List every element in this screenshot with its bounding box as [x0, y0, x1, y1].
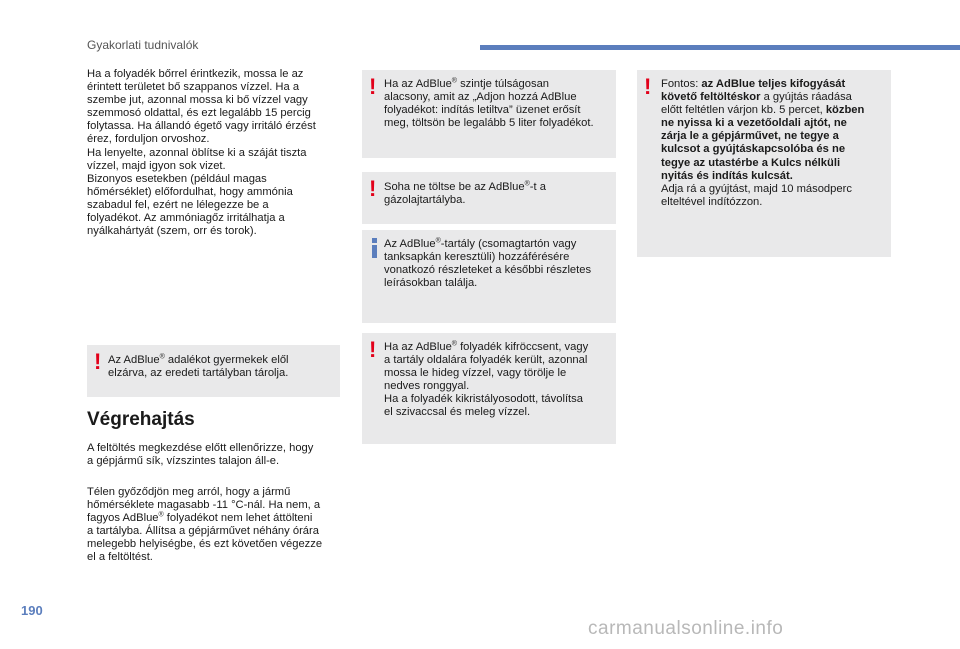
- info-box-tank-access: [362, 230, 616, 323]
- warning-box-low-level: [362, 70, 616, 158]
- warning-box-diesel: [362, 172, 616, 224]
- warning-text: Ha az AdBlue® folyadék kifröccsent, vagy a tartály oldalára folyadék került, azonnal mossa le hideg vízzel, vagy törölje le nedves ronggyal. Ha a folyadék kikristályosodott, távolítsa el szivaccsal és meleg vízzel.: [384, 340, 589, 419]
- watermark: carmanualsonline.info: [588, 618, 784, 639]
- winter-paragraph: Télen győződjön meg arról, hogy a jármű hőmérséklete magasabb -11 °C-nál. Ha nem, a fagyos AdBlue® folyadékot nem lehet áttölteni a tartályba. Állítsa a gépjárművet néhány órára melegebb helyiségbe, és ezt követően végezze el a feltöltést.: [87, 486, 323, 564]
- info-text: Az AdBlue®-tartály (csomagtartón vagy tanksapkán keresztüli) hozzáférésére vonatkozó részleteket a későbbi részletes leírásokban találja.: [384, 237, 592, 290]
- warning-box-spill: [362, 333, 616, 444]
- warning-text: Soha ne töltse be az AdBlue®-t a gázolajtartályba.: [384, 180, 546, 207]
- page-number: 190: [21, 603, 43, 618]
- section-heading: Végrehajtás: [87, 409, 195, 430]
- header-bar: [480, 45, 960, 50]
- warning-box-children: [87, 345, 340, 397]
- check-paragraph: A feltöltés megkezdése előtt ellenőrizze, hogy a gépjármű sík, vízszintes talajon áll-e.: [87, 442, 314, 468]
- safety-paragraph: Ha a folyadék bőrrel érintkezik, mossa le az érintett területet bő szappanos vízzel. Ha a szembe jut, azonnal mossa ki bő vízzel vagy szemmosó oldattal, és ezt legalább 15 percig folytassa. Ha állandó égető vagy irritáló érzést érez, forduljon orvoshoz. Ha lenyelte, azonnal öblítse ki a száját tiszta vízzel, majd igyon sok vizet. Bizonyos esetekben (például magas hőmérséklet) előfordulhat, hogy ammónia szabadul fel, ezért ne lélegezze be a folyadékot. Az ammóniagőz irritálhatja a nyálkahártyát (szem, orr és torok).: [87, 68, 316, 238]
- header-title: Gyakorlati tudnivalók: [87, 38, 199, 52]
- warning-text: Az AdBlue® adalékot gyermekek elől elzárva, az eredeti tartályban tárolja.: [108, 353, 289, 380]
- warning-text: Ha az AdBlue® szintje túlságosan alacsony, amit az „Adjon hozzá AdBlue folyadékot: indítás letiltva” üzenet erősít meg, töltsön be legalább 5 liter folyadékot.: [384, 77, 594, 130]
- info-icon: [372, 238, 377, 258]
- warning-text: Fontos: az AdBlue teljes kifogyását követő feltöltéskor a gyújtás ráadása előtt feltétlen várjon kb. 5 percet, közben ne nyissa ki a vezetőoldali ajtót, ne zárja le a gépjárművet, ne tegye a kulcsot a gyújtáskapcsolóba és ne tegye az utastérbe a Kulcs nélküli nyitás és indítás kulcsát. Adja rá a gyújtást, majd 10 másodperc elteltével indítózzon.: [661, 78, 865, 208]
- warning-icon: !: [94, 349, 102, 374]
- warning-box-refill: [637, 70, 891, 257]
- warning-icon: !: [644, 74, 652, 99]
- warning-icon: !: [369, 176, 377, 201]
- warning-icon: !: [369, 74, 377, 99]
- warning-icon: !: [369, 337, 377, 362]
